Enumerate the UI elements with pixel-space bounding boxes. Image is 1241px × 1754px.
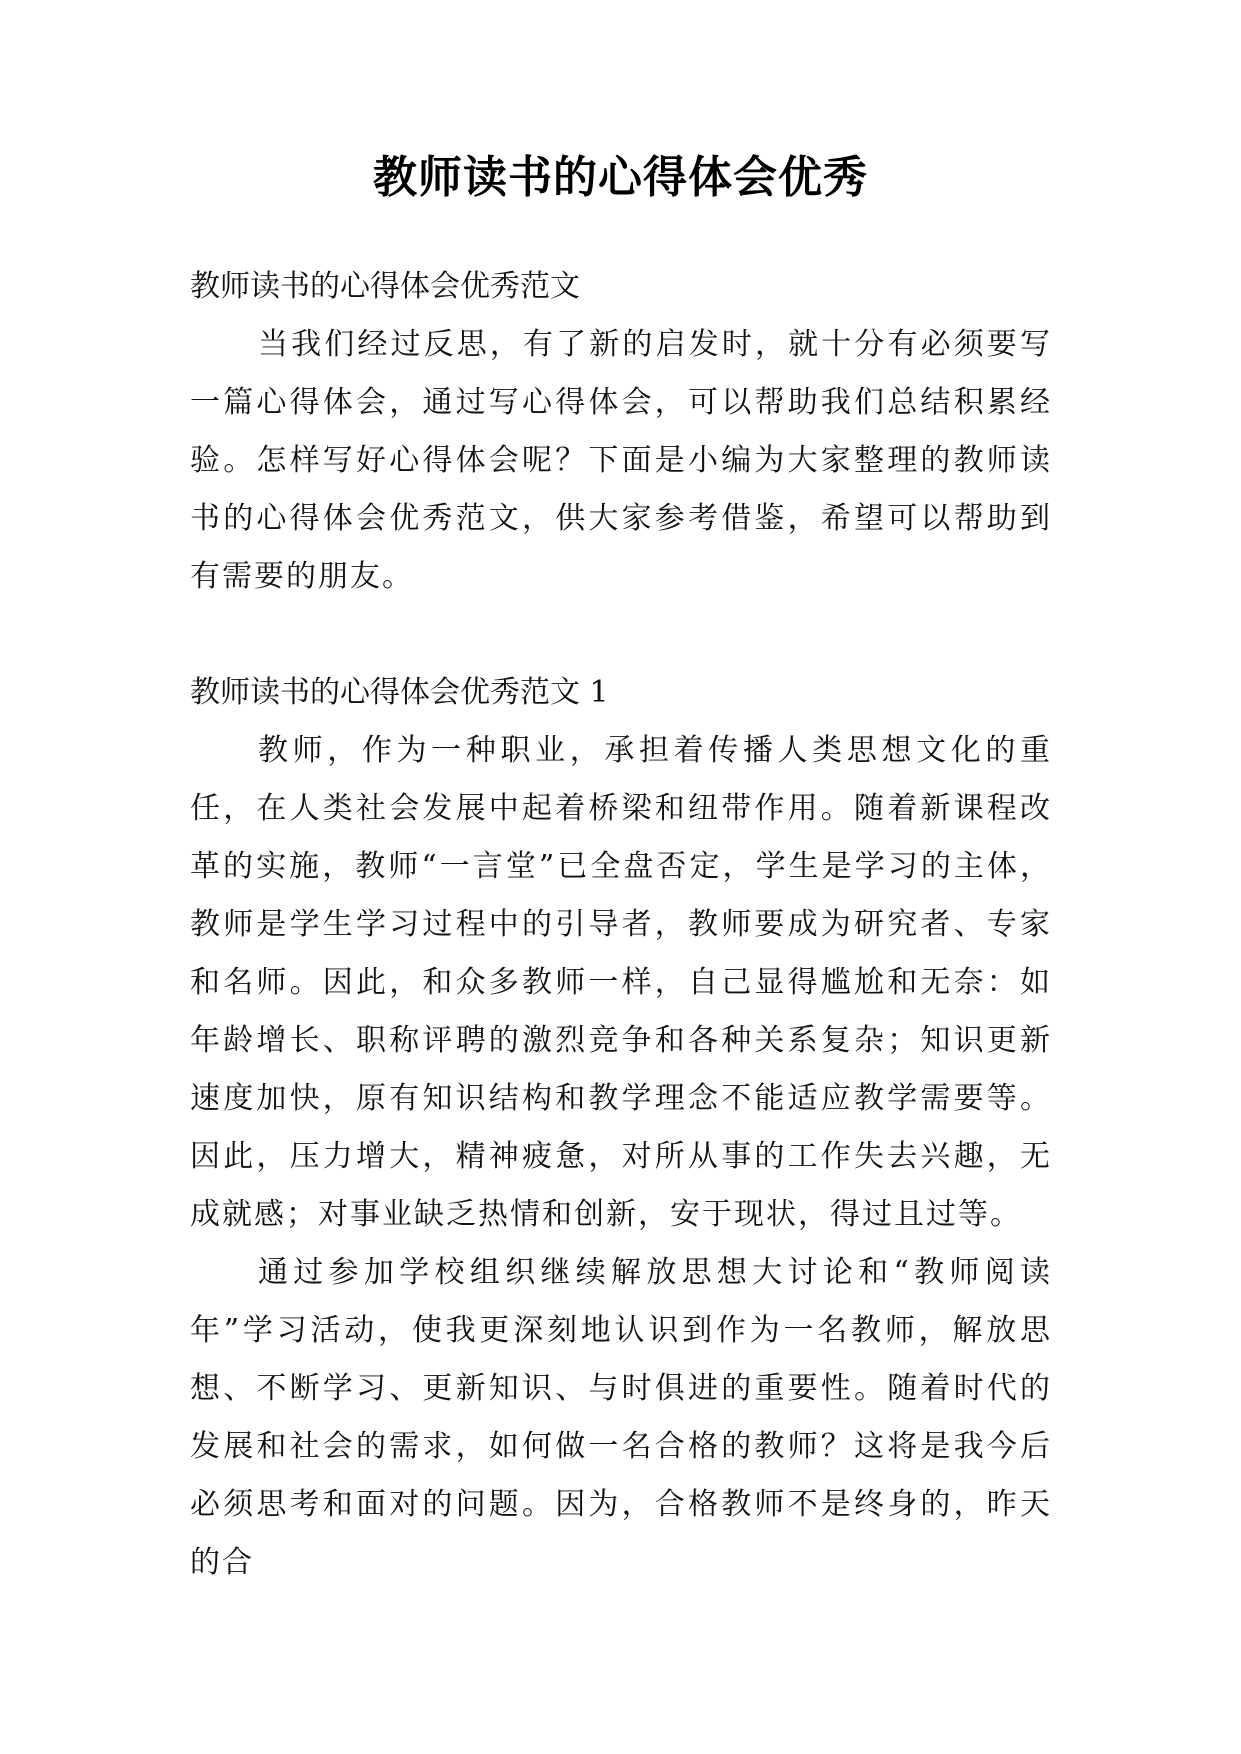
intro-paragraph: 当我们经过反思，有了新的启发时，就十分有必须要写一篇心得体会，通过写心得体会，可以帮助我们总结积累经验。怎样写好心得体会呢？下面是小编为大家整理的教师读书的心得体会优秀范文，供大家参考借鉴，希望可以帮助到有需要的朋友。 [190, 327, 1052, 594]
intro-heading: 教师读书的心得体会优秀范文 [190, 269, 580, 304]
document-title: 教师读书的心得体会优秀 [373, 152, 868, 203]
section-1-paragraph-1: 教师，作为一种职业，承担着传播人类思想文化的重任，在人类社会发展中起着桥梁和纽带作用。随着新课程改革的实施，教师“一言堂”已全盘否定，学生是学习的主体，教师是学生学习过程中的引导者，教师要成为研究者、专家和名师。因此，和众多教师一样，自己显得尴尬和无奈：如年龄增长、职称评聘的激烈竞争和各种关系复杂；知识更新速度加快，原有知识结构和教学理念不能适应教学需要等。因此，压力增大，精神疲惫，对所从事的工作失去兴趣，无成就感；对事业缺乏热情和创新，安于现状，得过且过等。 [190, 733, 1052, 1232]
section-spacer [190, 606, 1052, 664]
section-1-heading: 教师读书的心得体会优秀范文 1 [190, 675, 609, 710]
section-1-paragraph-2: 通过参加学校组织继续解放思想大讨论和“教师阅读年”学习活动，使我更深刻地认识到作为一名教师，解放思想、不断学习、更新知识、与时俱进的重要性。随着时代的发展和社会的需求，如何做一名合格的教师？这将是我今后必须思考和面对的问题。因为，合格教师不是终身的，昨天的合 [190, 1255, 1052, 1580]
document-body [190, 258, 1052, 1592]
